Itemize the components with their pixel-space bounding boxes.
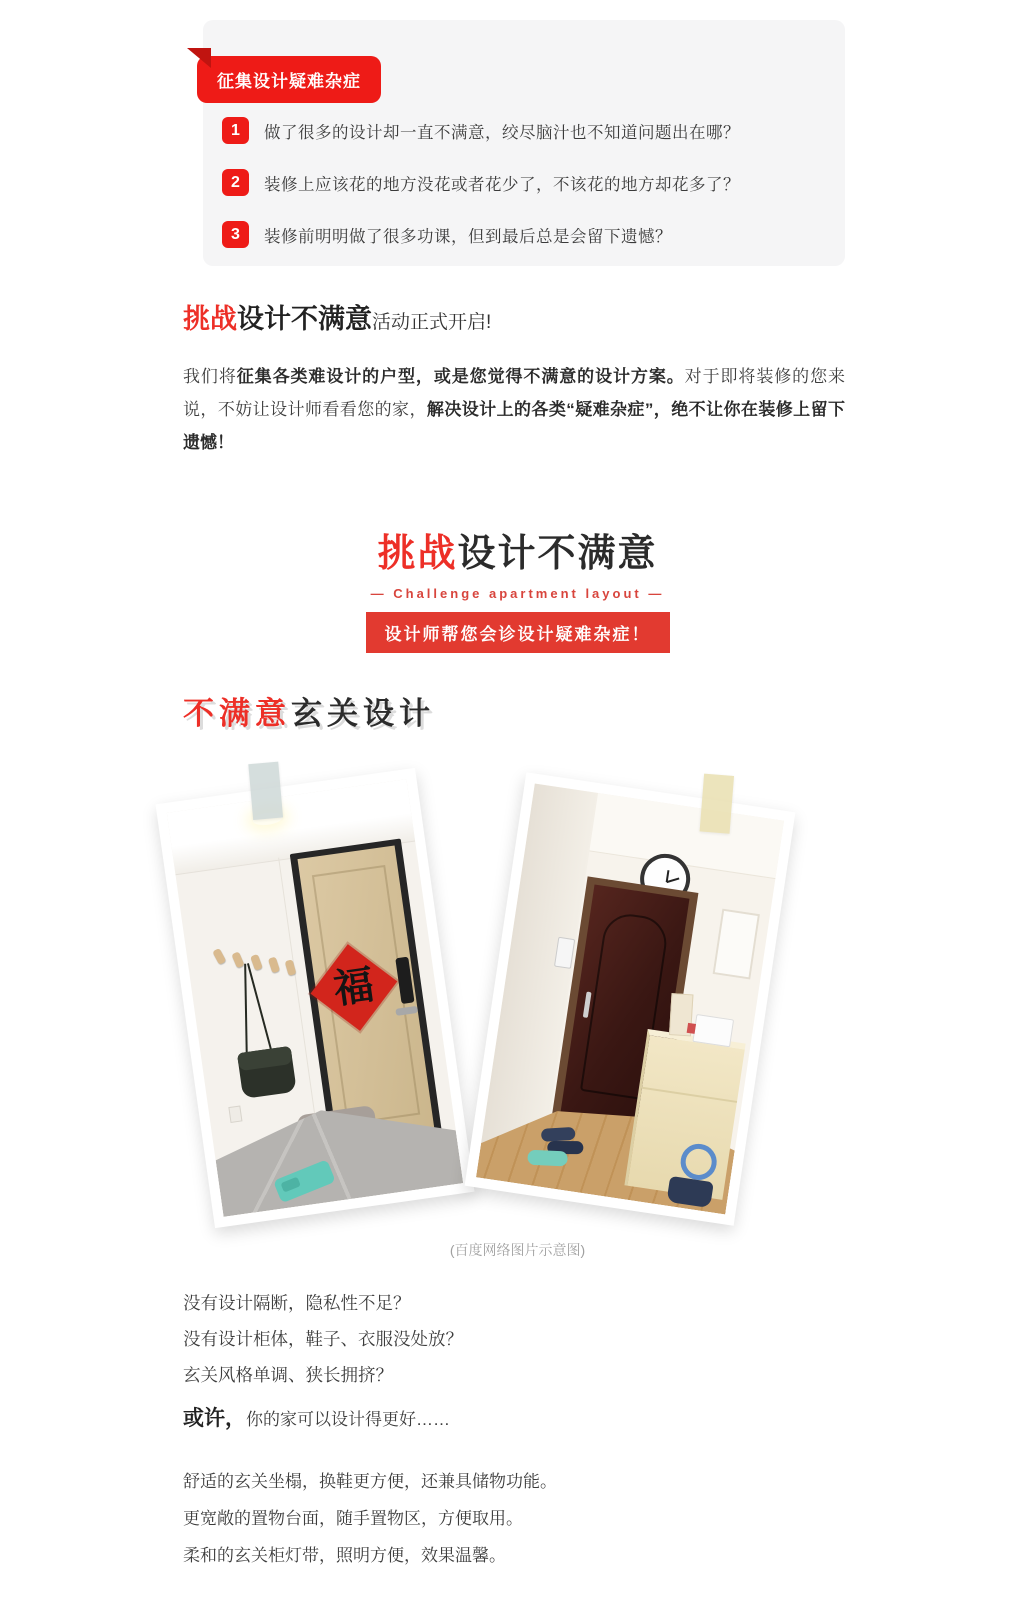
problem-item-1 [222,117,740,144]
washi-tape-icon [248,762,283,820]
hero-english-subtitle: — Challenge apartment layout — [370,586,665,601]
wall-hook-icon [231,951,244,968]
intro-run-regular: 对于即将装修的您来说，不妨让设计师看看您的家， [183,367,846,419]
wall-hook-icon [285,959,297,976]
collect-problems-ribbon-badge: 征集设计疑难杂症 [197,56,381,103]
solution-line: 舒适的玄关坐榻，换鞋更方便，还兼具储物功能。 [183,1472,557,1491]
washi-tape-icon [700,774,734,834]
small-item [687,1023,696,1034]
section-title-black: 玄关设计 [291,696,435,731]
problem-item-text: 做了很多的设计却一直不满意，绞尽脑汁也不知道问题出在哪？ [264,123,740,142]
solution-line: 更宽敞的置物台面，随手置物区，方便取用。 [183,1509,523,1528]
section-title-red: 不满意 [183,696,291,731]
clock-minute-hand [666,877,679,883]
problem-line: 没有设计柜体，鞋子、衣服没处放？ [183,1329,463,1349]
hero-title-red: 挑战 [377,533,458,575]
problem-item-text: 装修上应该花的地方没花或者花少了，不该花的地方却花多了？ [264,175,740,194]
announce-heading-suffix: 活动正式开启! [372,312,492,333]
wall-panel [713,909,760,980]
section-title-entryway [183,688,435,733]
bag-strap [244,964,248,1056]
left-photo-scene [167,779,463,1217]
announce-heading [183,297,491,336]
item-number-badge: 1 [222,117,249,144]
wall-hook-icon [268,957,280,974]
intro-run-regular: 我们将 [183,367,237,386]
item-number-badge: 2 [222,169,249,196]
maybe-line [183,1402,450,1432]
solution-list [183,1463,557,1574]
fu-character: 福 [331,962,377,1013]
right-entryway-photo [465,772,796,1226]
shoulder-bag [237,1046,297,1099]
hero-title-black: 设计不满意 [457,533,658,575]
problem-item-2 [222,169,740,196]
intro-run-bold: 解决设计上的各类“疑难杂症”，绝不让你在装修上留下遗憾！ [183,400,846,452]
storage-basket [692,1014,734,1047]
problem-item-3 [222,221,672,248]
slippers-teal [527,1150,568,1167]
hero-title [0,522,1035,577]
problem-line: 玄关风格单调、狭长拥挤？ [183,1365,393,1385]
slippers [541,1127,576,1142]
maybe-rest: 你的家可以设计得更好…… [246,1410,450,1429]
photo-caption: (百度网络图片示意图) [449,1242,586,1258]
announce-heading-black: 设计不满意 [237,304,372,334]
item-number-badge: 3 [222,221,249,248]
left-entryway-photo [155,768,474,1228]
problem-item-text: 装修前明明做了很多功课，但到最后总是会留下遗憾？ [264,227,672,246]
hero-block [0,522,1035,653]
bag-strap [247,963,273,1052]
consult-button[interactable]: 设计师帮您会诊设计疑难杂症！ [366,612,670,653]
right-photo-scene [476,784,784,1215]
maybe-bold: 或许， [183,1407,246,1430]
intro-run-bold: 征集各类难设计的户型，或是您觉得不满意的设计方案。 [236,367,685,386]
problem-line: 没有设计隔断，隐私性不足？ [183,1293,411,1313]
problem-list [183,1285,463,1393]
wall-hook-icon [212,948,226,965]
announce-heading-red: 挑战 [183,304,237,334]
intro-paragraph [183,360,845,459]
wall-hook-icon [250,954,263,971]
wall-socket-icon [228,1105,242,1123]
solution-line: 柔和的玄关柜灯带，照明方便，效果温馨。 [183,1546,506,1565]
